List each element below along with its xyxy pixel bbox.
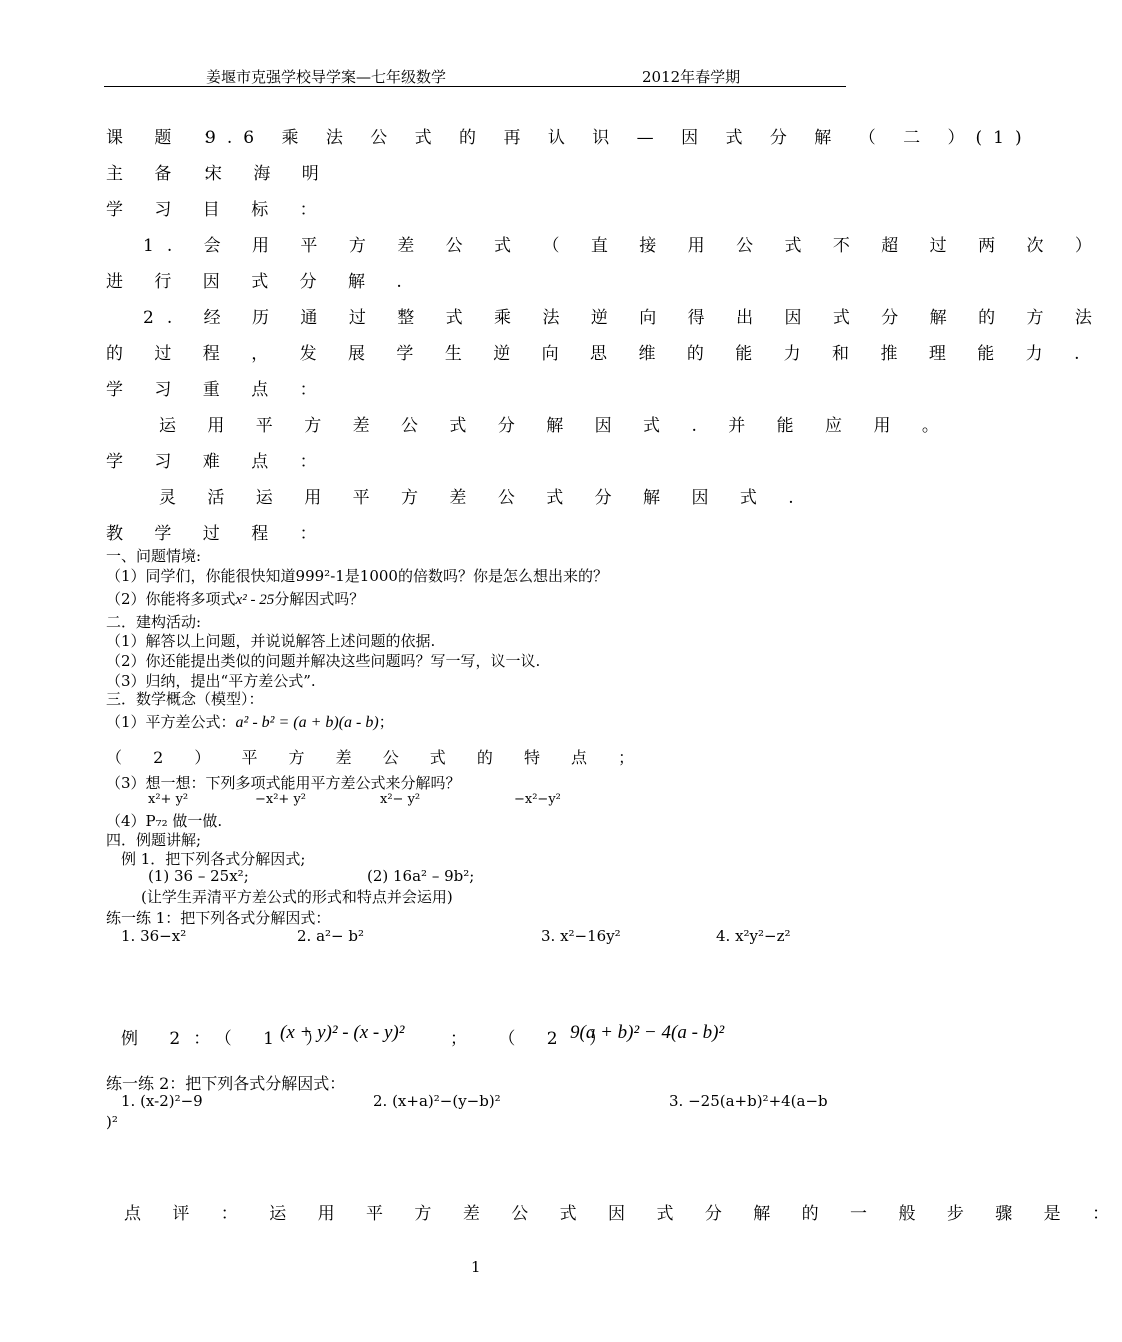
section-3-title: 三．数学概念（模型）：: [106, 690, 264, 708]
polynomial-item-1: x²+ y²: [148, 792, 189, 807]
example-1-note: (让学生弄清平方差公式的形式和特点并会运用): [141, 888, 453, 906]
key-title: 学 习 重 点 ：: [106, 380, 330, 400]
example-2-separator: ； （ 2 ）: [450, 1029, 620, 1049]
difficulty-title: 学 习 难 点 ：: [106, 452, 330, 472]
header-rule: [104, 86, 846, 87]
section-1-title: 一、问题情境:: [106, 547, 202, 565]
polynomial-item-2: −x²+ y²: [255, 792, 307, 807]
polynomial-item-3: x²− y²: [380, 792, 421, 807]
section-1-q2-pre: （2）你能将多项式: [106, 590, 236, 608]
example-1-b: (2) 16a² – 9b²;: [367, 867, 475, 885]
section-2-line-3: （3）归纳，提出“平方差公式”.: [106, 672, 316, 690]
header-left: 姜堰市克强学校导学案—七年级数学: [206, 68, 447, 86]
section-3-line-2: （ 2 ） 平 方 差 公 式 的 特 点 ；: [106, 748, 648, 767]
practice-2-title: 练一练 2：把下列各式分解因式：: [106, 1074, 346, 1093]
section-4-title: 四．例题讲解;: [106, 831, 202, 849]
practice-1-item-2: 2. a²− b²: [297, 927, 364, 945]
section-3-line-4: （4）P₇₂ 做一做.: [106, 812, 223, 830]
key-text: 运 用 平 方 差 公 式 分 解 因 式 . 并 能 应 用 。: [159, 416, 952, 436]
example-2-expression-2: 9(a + b)² − 4(a - b)²: [570, 1022, 725, 1043]
section-1-q1: （1）同学们，你能很快知道999²-1是1000的倍数吗？你是怎么想出来的？: [106, 567, 608, 585]
topic-label: 课 题 ：: [106, 128, 233, 148]
goals-title: 学 习 目 标 ：: [106, 200, 330, 220]
page-number: 1: [471, 1258, 481, 1276]
section-1-q2: [106, 588, 364, 609]
formula-label: （1）平方差公式：: [106, 713, 236, 731]
practice-1-item-1: 1. 36−x²: [121, 927, 187, 945]
review-text: 点 评 ： 运 用 平 方 差 公 式 因 式 分 解 的 一 般 步 骤 是 ：: [124, 1204, 1122, 1224]
header-right: 2012年春学期: [642, 68, 741, 86]
polynomial-item-4: −x²−y²: [514, 792, 561, 807]
practice-2-item-3: 3. −25(a+b)²+4(a−b: [669, 1092, 828, 1110]
section-1-q2-post: 分解因式吗？: [274, 590, 365, 608]
section-2-title: 二．建构活动:: [106, 613, 202, 631]
section-3-line-1: [106, 711, 394, 732]
section-2-line-1: （1）解答以上问题，并说说解答上述问题的依据.: [106, 632, 436, 650]
goal-1-line-2: 进 行 因 式 分 解 .: [106, 272, 415, 292]
section-1-q2-math: x² - 25: [235, 592, 275, 608]
example-2-expression-1: (x + y)² - (x - y)²: [280, 1022, 405, 1043]
goal-2-line-2: 的 过 程 ， 发 展 学 生 逆 向 思 维 的 能 力 和 推 理 能 力 .: [106, 344, 1093, 364]
practice-2-item-3-wrap: )²: [106, 1113, 118, 1131]
practice-2-item-2: 2. (x+a)²−(y−b)²: [373, 1092, 501, 1110]
practice-1-title: 练一练 1：把下列各式分解因式：: [106, 909, 331, 927]
example-1-a: (1) 36 – 25x²;: [148, 867, 249, 885]
goal-2-line-1: 2. 经 历 通 过 整 式 乘 法 逆 向 得 出 因 式 分 解 的 方 法: [143, 308, 1105, 328]
author-value: 宋 海 明: [205, 164, 332, 184]
practice-1-item-3: 3. x²−16y²: [541, 927, 621, 945]
practice-2-item-1: 1. (x-2)²−9: [121, 1092, 203, 1110]
example-2-label: 例 2：（ 1 ）: [121, 1029, 336, 1049]
goal-1-line-1: 1. 会 用 平 方 差 公 式 （ 直 接 用 公 式 不 超 过 两 次 ）: [143, 236, 1105, 256]
example-1-title: 例 1．把下列各式分解因式;: [121, 850, 306, 868]
process-title: 教 学 过 程 ：: [106, 524, 330, 544]
difficulty-text: 灵 活 运 用 平 方 差 公 式 分 解 因 式 .: [159, 488, 807, 508]
practice-1-item-4: 4. x²y²−z²: [716, 927, 791, 945]
difference-of-squares-formula: a² - b² = (a + b)(a - b): [235, 714, 379, 731]
formula-end: ；: [378, 713, 394, 731]
topic-value: 9.6 乘 法 公 式 的 再 认 识 — 因 式 分 解 （ 二 ）(1): [205, 128, 1033, 148]
section-2-line-2: （2）你还能提出类似的问题并解决这些问题吗？写一写，议一议.: [106, 652, 541, 670]
author-label: 主 备 ：: [106, 164, 233, 184]
section-3-line-3: （3）想一想：下列多项式能用平方差公式来分解吗？: [106, 774, 461, 792]
